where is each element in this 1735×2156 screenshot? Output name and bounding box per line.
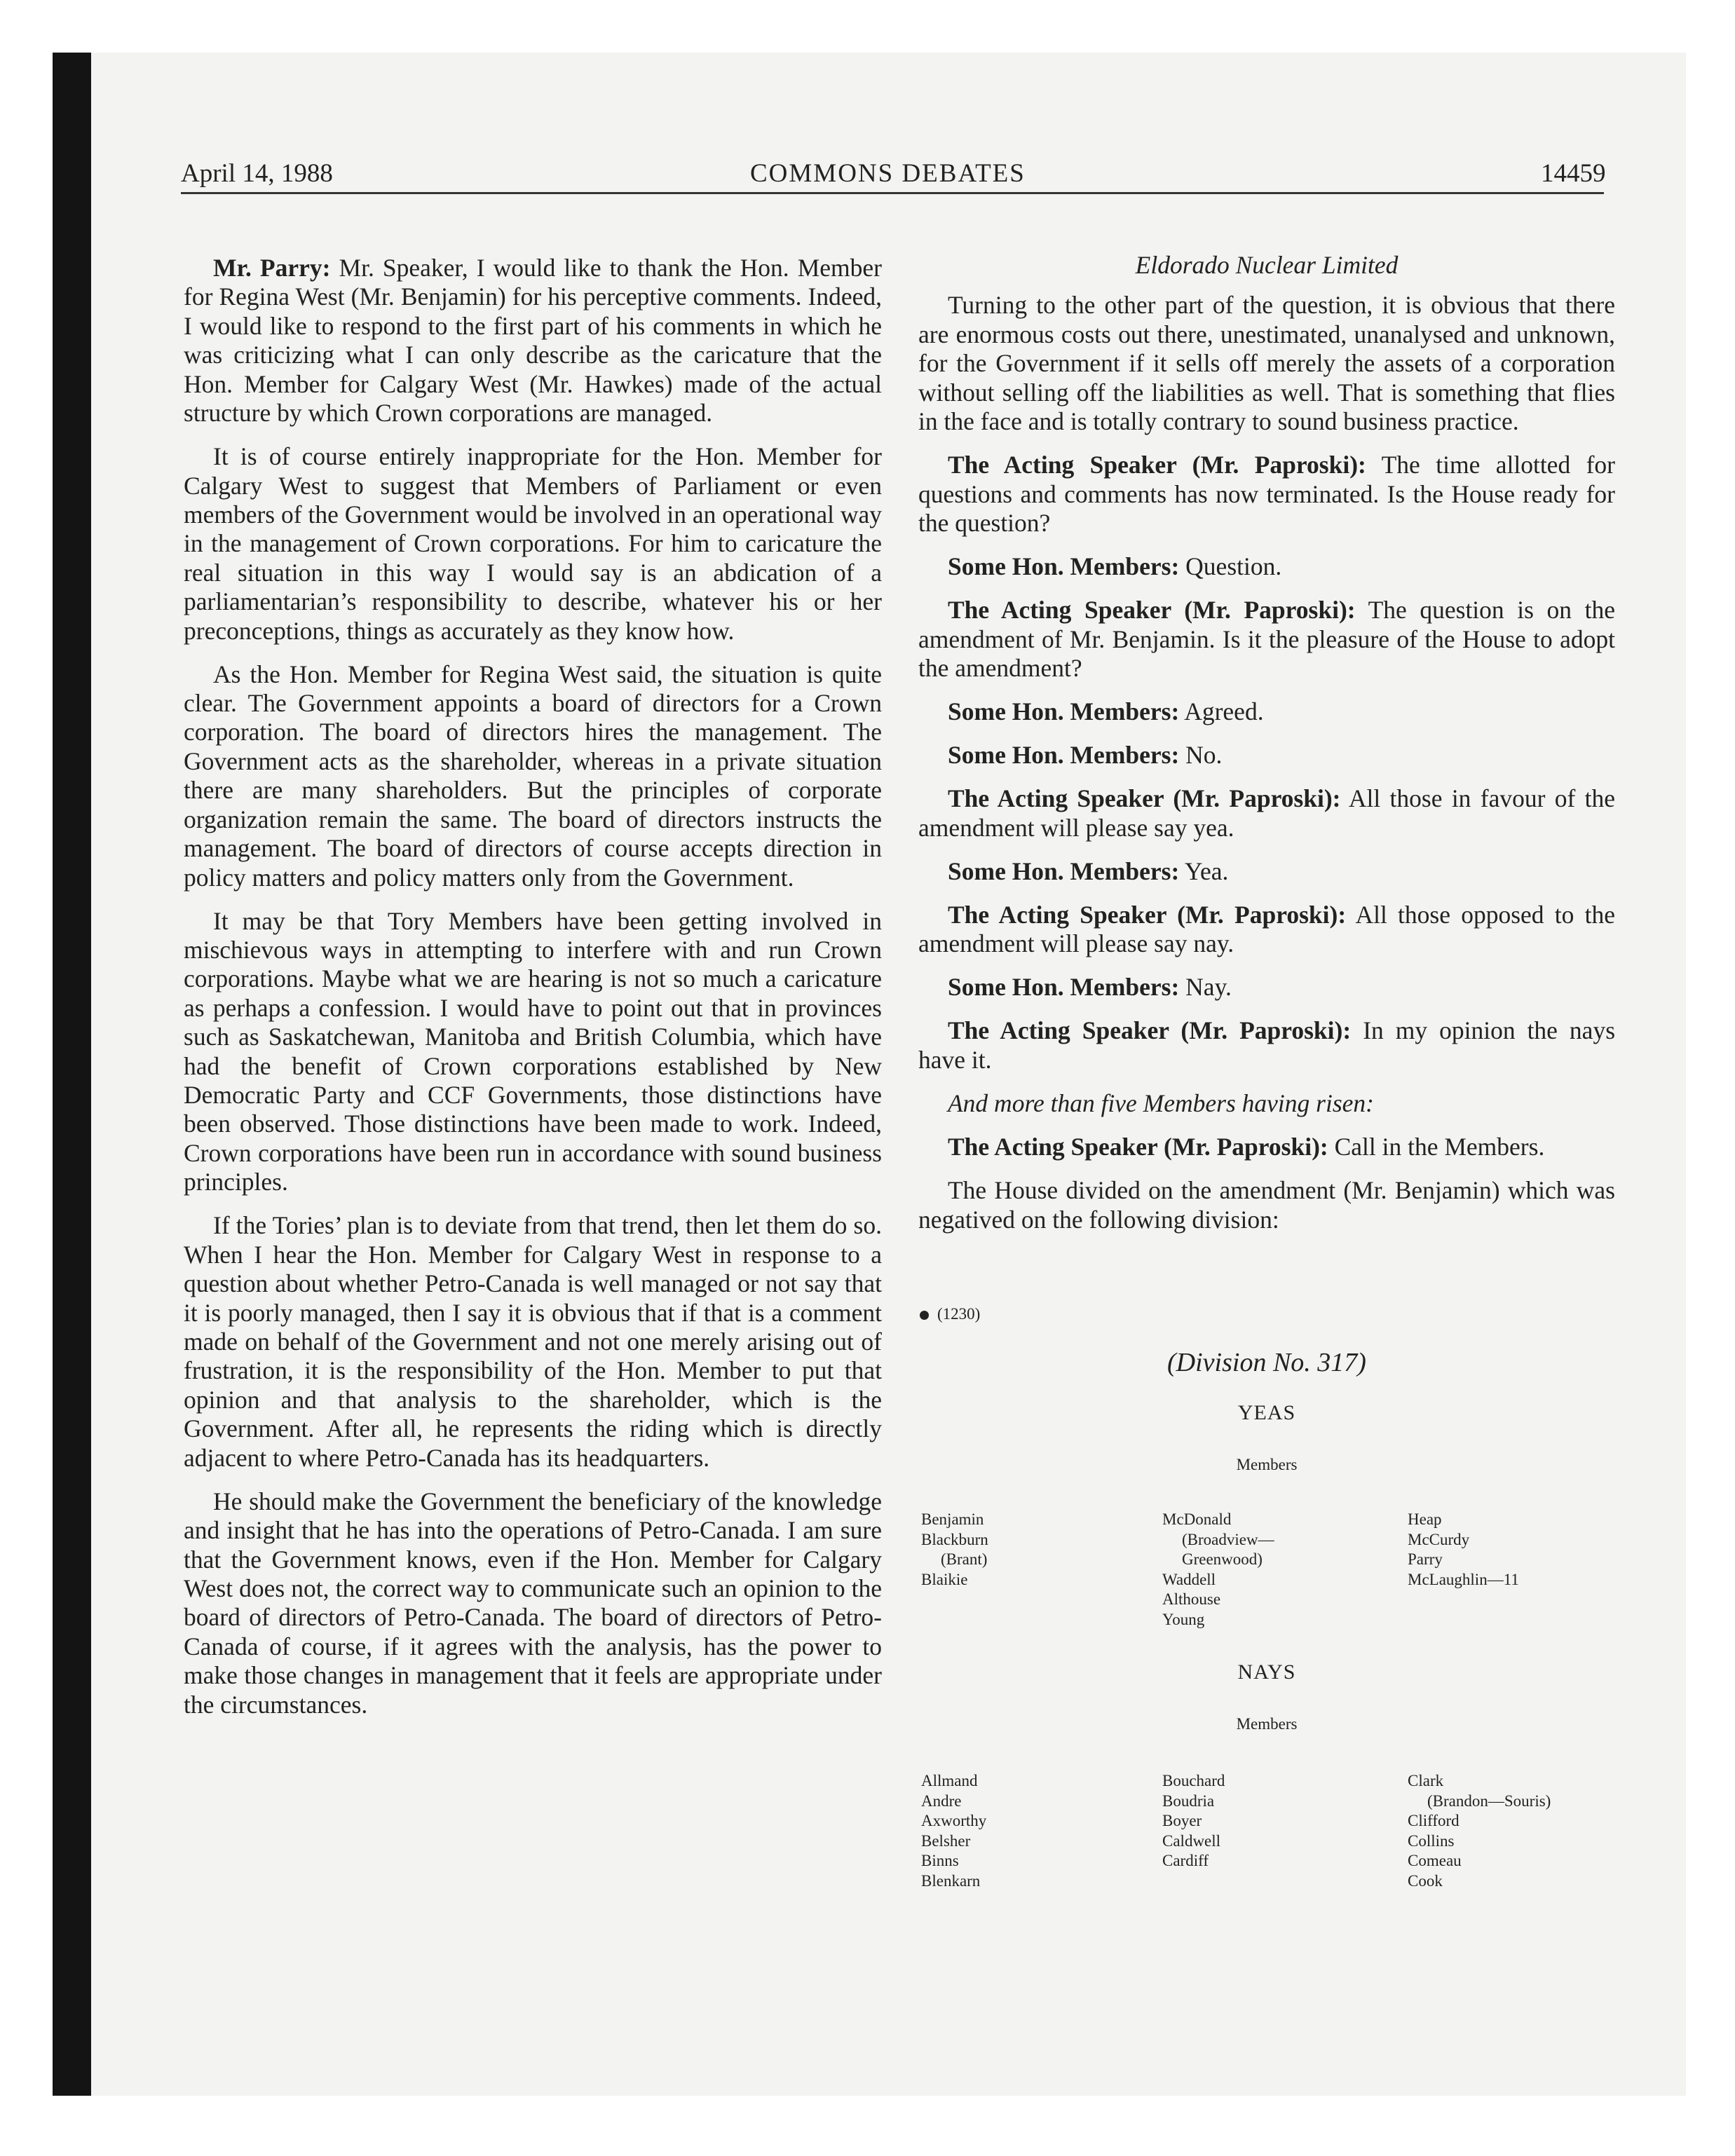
paragraph-text: All those opposed to the amendment will please say nay. xyxy=(918,900,1615,958)
left-column xyxy=(184,254,882,1734)
paragraph-text: Turning to the other part of the question, it is obvious that there are enormous costs out there, unestimated, unanalysed and unknown, for the Government if it sells off merely the assets of a corporation without selling off the liabilities as well. That is something that flies in the face and is totally contrary to sound business practice. xyxy=(918,291,1615,436)
nays-list-col3 xyxy=(1408,1771,1551,1892)
yeas-list-col3 xyxy=(1408,1510,1519,1590)
paragraph xyxy=(918,552,1615,581)
paragraph xyxy=(184,254,882,428)
header-rule xyxy=(181,192,1604,194)
member-name: Belsher xyxy=(921,1831,971,1850)
member-name: Bouchard xyxy=(1162,1772,1225,1789)
paragraph-text: Nay. xyxy=(1185,973,1232,1002)
paragraph-text: It may be that Tory Members have been getting involved in mischievous ways in attempting to interfere with and run Crown corporations. Maybe what we are hearing is not so much a caricature as perhaps a confession. I would have to point out that in provinces such as Saskatchewan, Manitoba and British Columbia, which have had the benefit of Crown corporations established by New Democratic Party and CCF Governments, those distinctions have been observed. Those distinctions have been made to work. Indeed, Crown corporations have been run in accordance with sound business principles. xyxy=(184,906,882,1196)
member-name: Parry xyxy=(1408,1550,1443,1569)
paragraph xyxy=(184,1487,882,1719)
header-title: COMMONS DEBATES xyxy=(750,159,1026,188)
member-name: (Broadview— xyxy=(1182,1530,1274,1548)
speaker-name: The Acting Speaker (Mr. Paproski): xyxy=(948,1016,1352,1045)
member-name: (Brandon—Souris) xyxy=(1427,1792,1551,1810)
paragraph xyxy=(918,1176,1615,1234)
paragraph-text: If the Tories’ plan is to deviate from that trend, then let them do so. When I hear the Hon. Member for Calgary West in response to a question about whether Petro-Canada is well managed or not say that it is poorly managed, then I say it is obvious that if that is a comment made on behalf of the Government and not one merely arising out of frustration, it is the responsibility of the Hon. Member to put that opinion and that analysis to the shareholder, which is the Government. After all, he represents the riding which is directly adjacent to where Petro-Canada has its headquarters. xyxy=(184,1211,882,1472)
paragraph xyxy=(918,697,1615,726)
member-name: Andre xyxy=(921,1792,962,1810)
paragraph-text: Call in the Members. xyxy=(1334,1133,1545,1161)
member-name: Young xyxy=(1162,1610,1205,1628)
paragraph-text: The question is on the amendment of Mr. Benjamin. Is it the pleasure of the House to adopt the amendment? xyxy=(918,596,1616,682)
paragraph-text: The House divided on the amendment (Mr. Benjamin) which was negatived on the following division: xyxy=(918,1176,1615,1234)
member-name: Cook xyxy=(1408,1871,1443,1890)
member-name: Axworthy xyxy=(921,1812,987,1830)
paragraph-text: Question. xyxy=(1185,552,1282,581)
scan-left-edge xyxy=(53,53,91,2096)
member-name: Collins xyxy=(1408,1831,1455,1850)
member-name: Blackburn xyxy=(921,1530,988,1548)
member-name: Binns xyxy=(921,1852,959,1870)
paragraph xyxy=(918,973,1615,1002)
paragraph xyxy=(918,1016,1615,1074)
member-name: Allmand xyxy=(921,1772,978,1789)
speaker-name: Some Hon. Members: xyxy=(948,973,1180,1002)
header-date: April 14, 1988 xyxy=(181,159,333,188)
paragraph xyxy=(918,901,1615,959)
yeas-heading: YEAS xyxy=(1237,1401,1296,1424)
stage-direction: And more than five Members having risen: xyxy=(948,1089,1374,1117)
member-name: Heap xyxy=(1408,1510,1442,1528)
nays-list-col1 xyxy=(921,1771,986,1892)
member-name: Caldwell xyxy=(1162,1831,1221,1850)
paragraph-text: No. xyxy=(1185,741,1223,770)
paragraph-text: The time allotted for questions and comments has now terminated. Is the House ready for the question? xyxy=(918,451,1615,537)
paragraph xyxy=(918,1133,1615,1161)
speaker-name: Mr. Parry: xyxy=(213,254,331,282)
bullet-icon xyxy=(920,1311,929,1320)
speaker-name: Some Hon. Members: xyxy=(948,697,1180,726)
paragraph xyxy=(918,596,1615,683)
speaker-name: Some Hon. Members: xyxy=(948,741,1180,770)
member-name: Clifford xyxy=(1408,1812,1460,1830)
speaker-name: The Acting Speaker (Mr. Paproski): xyxy=(948,1133,1328,1161)
speaker-name: The Acting Speaker (Mr. Paproski): xyxy=(948,451,1366,479)
time-marker-text: (1230) xyxy=(937,1305,981,1323)
paragraph-text: Mr. Speaker, I would like to thank the Hon. Member for Regina West (Mr. Benjamin) for his perceptive comments. Indeed, I would like to respond to the first part of his comments in which he was criticizing what I can only describe as the caricature that the Hon. Member for Calgary West (Mr. Hawkes) made of the actual structure by which Crown corporations are managed. xyxy=(184,254,882,428)
paragraph xyxy=(918,857,1615,886)
yeas-list-col1 xyxy=(921,1510,988,1590)
paragraph xyxy=(184,907,882,1197)
right-column xyxy=(918,251,1615,1249)
nays-heading: NAYS xyxy=(1237,1660,1296,1684)
time-marker xyxy=(920,1304,980,1325)
speaker-name: The Acting Speaker (Mr. Paproski): xyxy=(948,900,1347,929)
paragraph xyxy=(918,741,1615,770)
member-name: Cardiff xyxy=(1162,1852,1209,1870)
header-page-number: 14459 xyxy=(1541,159,1606,188)
speaker-name: The Acting Speaker (Mr. Paproski): xyxy=(948,784,1341,813)
speaker-name: Some Hon. Members: xyxy=(948,552,1180,581)
division-title: (Division No. 317) xyxy=(1167,1348,1366,1377)
paragraph xyxy=(918,784,1615,842)
member-name: Clark xyxy=(1408,1772,1444,1789)
member-name: Blenkarn xyxy=(921,1871,981,1890)
member-name: Althouse xyxy=(1162,1590,1221,1609)
section-title: Eldorado Nuclear Limited xyxy=(1135,251,1399,279)
yeas-members-label: Members xyxy=(1236,1456,1298,1473)
nays-list-col2 xyxy=(1162,1771,1225,1871)
paragraph-text: He should make the Government the beneficiary of the knowledge and insight that he has into the operations of Petro-Canada. I am sure that the Government knows, even if the Hon. Member for Calgary West does not, the correct way to communicate such an opinion to the board of directors of Petro-Canada. The board of directors of Petro-Canada of course, if it agrees with the analysis, has the power to make those changes in management that it feels are appropriate under the circumstances. xyxy=(184,1487,882,1719)
member-name: Boyer xyxy=(1162,1812,1202,1830)
paragraph xyxy=(184,1211,882,1473)
member-name: Comeau xyxy=(1408,1852,1462,1870)
member-name: Greenwood) xyxy=(1182,1550,1263,1569)
member-name: Boudria xyxy=(1162,1792,1215,1810)
member-name: McLaughlin—11 xyxy=(1408,1570,1519,1588)
paragraph-text: In my opinion the nays have it. xyxy=(918,1016,1616,1074)
paragraph-text: All those in favour of the amendment will please say yea. xyxy=(918,784,1615,842)
member-name: Waddell xyxy=(1162,1570,1216,1588)
paragraph-text: As the Hon. Member for Regina West said, the situation is quite clear. The Government appoints a board of directors for a Crown corporation. The board of directors hires the management. The Government acts as the shareholder, whereas in a private situation there are many shareholders. But the principles of corporate organization remain the same. The board of directors instructs the management. The board of directors of course accepts direction in policy matters and policy matters only from the Government. xyxy=(184,660,882,892)
paragraph xyxy=(918,451,1615,538)
paragraph-text: Yea. xyxy=(1184,857,1229,885)
paragraph xyxy=(184,660,882,892)
paragraph-text: Agreed. xyxy=(1184,697,1264,726)
paragraph xyxy=(184,442,882,646)
nays-members-label: Members xyxy=(1236,1715,1298,1733)
yeas-list-col2 xyxy=(1162,1510,1274,1630)
member-name: Benjamin xyxy=(921,1510,984,1528)
member-name: McDonald xyxy=(1162,1510,1232,1528)
speaker-name: Some Hon. Members: xyxy=(948,857,1180,885)
paragraph xyxy=(918,291,1615,436)
member-name: McCurdy xyxy=(1408,1530,1470,1548)
member-name: Blaikie xyxy=(921,1570,968,1588)
paragraph-text: It is of course entirely inappropriate for the Hon. Member for Calgary West to suggest that Members of Parliament or even members of the Government would be involved in an operational way in the management of Crown corporations. For him to caricature the real situation in this way I would say is an abdication of a parliamentarian’s responsibility to describe, whatever his or her preconceptions, things as accurately as they know how. xyxy=(184,442,882,645)
member-name: (Brant) xyxy=(941,1550,988,1569)
speaker-name: The Acting Speaker (Mr. Paproski): xyxy=(948,596,1356,625)
